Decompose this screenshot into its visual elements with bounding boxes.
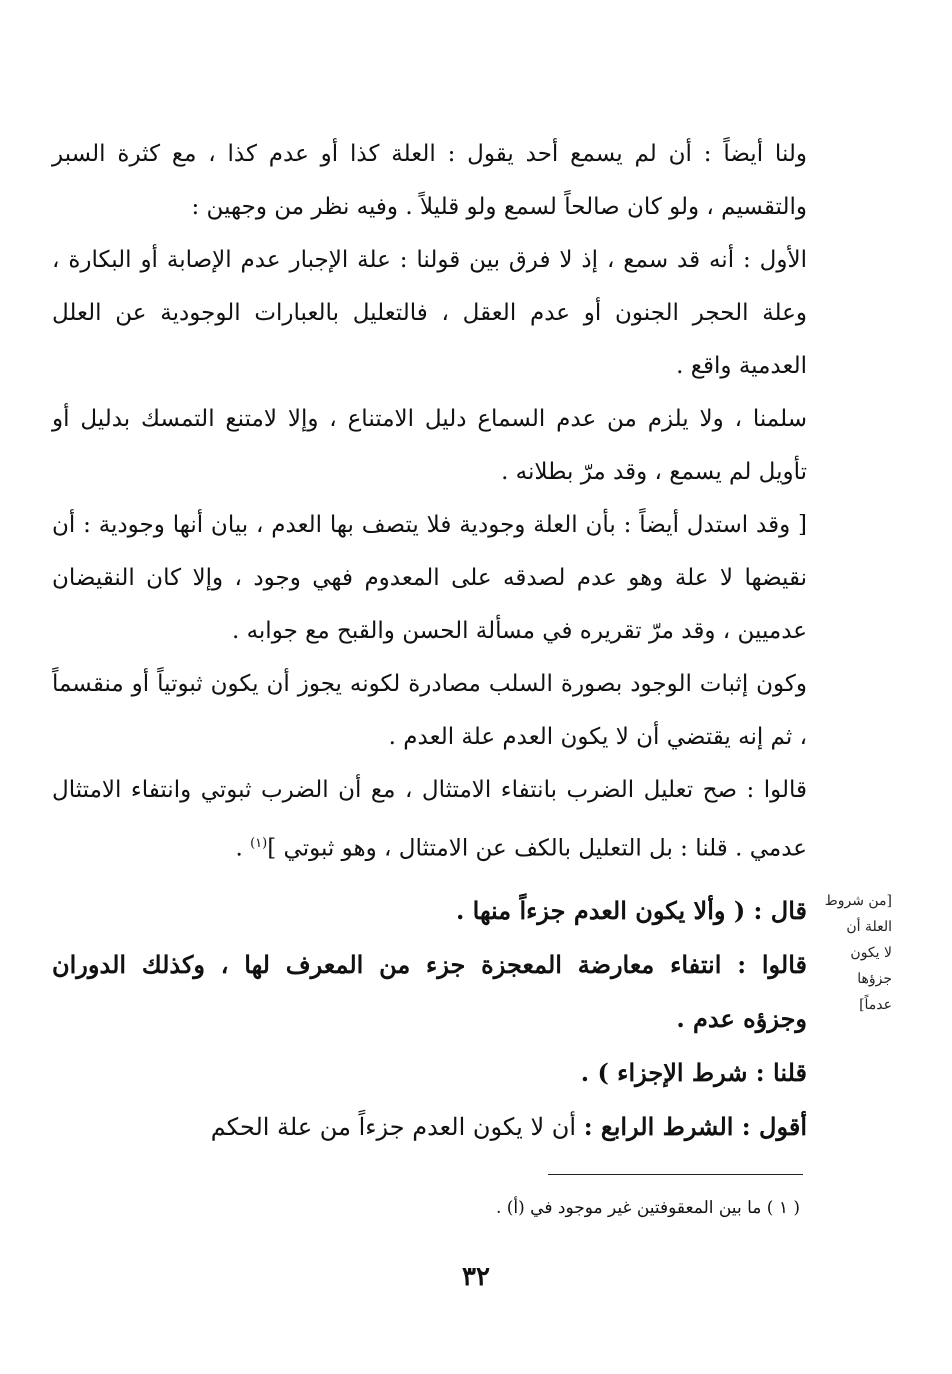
- footnote-reference: (١): [250, 836, 268, 851]
- paragraph-5: وكون إثبات الوجود بصورة السلب مصادرة لكونه يجوز أن يكون ثبوتياً أو منقسماً ، ثم إنه يقتضي أن لا يكون العدم علة العدم .: [52, 671, 807, 750]
- footnote-divider: [548, 1174, 803, 1175]
- main-text: [52, 128, 807, 876]
- paragraph-2: الأول : أنه قد سمع ، إذ لا فرق بين قولنا : علة الإجبار عدم الإصابة أو البكارة ، وعلة الحجر الجنون أو عدم العقل ، فالتعليل بالعبارات الوجودية عن العلل العدمية واقع .: [52, 247, 807, 379]
- margin-note: [806, 888, 892, 1018]
- quote-line-5: [52, 1100, 807, 1154]
- quote-line-1: قال : ( وألا يكون العدم جزءاً منها .: [455, 896, 807, 925]
- margin-note-line: [من شروط: [824, 893, 892, 909]
- margin-note-line: جزؤها: [857, 971, 892, 987]
- quoted-section: [52, 884, 807, 1154]
- quote-line-5-lead: أقول : الشرط الرابع :: [583, 1112, 807, 1141]
- quote-line-5-rest: أن لا يكون العدم جزءاً من علة الحكم: [210, 1113, 584, 1141]
- quote-line-4: قلنا : شرط الإجزاء ) .: [580, 1058, 807, 1087]
- margin-note-line: لا يكون: [850, 945, 892, 961]
- paragraph-6: [52, 764, 807, 876]
- paragraph-3: سلمنا ، ولا يلزم من عدم السماع دليل الامتناع ، وإلا لامتنع التمسك بدليل أو تأويل لم يسمع ، وقد مرّ بطلانه .: [52, 406, 807, 485]
- quote-line-3: وجزؤه عدم .: [676, 1004, 807, 1033]
- footnote: ( ١ ) ما بين المعقوفتين غير موجود في (أ) .: [495, 1198, 800, 1218]
- paragraph-6-end: .: [235, 835, 251, 862]
- paragraph-4: [ وقد استدل أيضاً : بأن العلة وجودية فلا يتصف بها العدم ، بيان أنها وجودية : أن نقيضها لا علة وهو عدم لصدقه على المعدوم فهي وجود ، وإلا كان النقيضان عدميين ، وقد مرّ تقريره في مسألة الحسن والقبح مع جوابه .: [52, 512, 807, 644]
- paragraph-1: ولنا أيضاً : أن لم يسمع أحد يقول : العلة كذا أو عدم كذا ، مع كثرة السبر والتقسيم ، ولو كان صالحاً لسمع ولو قليلاً . وفيه نظر من وجهين :: [52, 141, 807, 220]
- page-number: ٣٢: [462, 1262, 490, 1292]
- margin-note-line: العلة أن: [846, 919, 892, 935]
- margin-note-line: عدماً]: [859, 997, 892, 1013]
- paragraph-6-text: قالوا : صح تعليل الضرب بانتفاء الامتثال ، مع أن الضرب ثبوتي وانتفاء الامتثال عدمي . قلنا : بل التعليل بالكف عن الامتثال ، وهو ثبوتي ]: [52, 777, 807, 862]
- quote-line-2: قالوا : انتفاء معارضة المعجزة جزء من المعرف لها ، وكذلك الدوران: [52, 950, 807, 979]
